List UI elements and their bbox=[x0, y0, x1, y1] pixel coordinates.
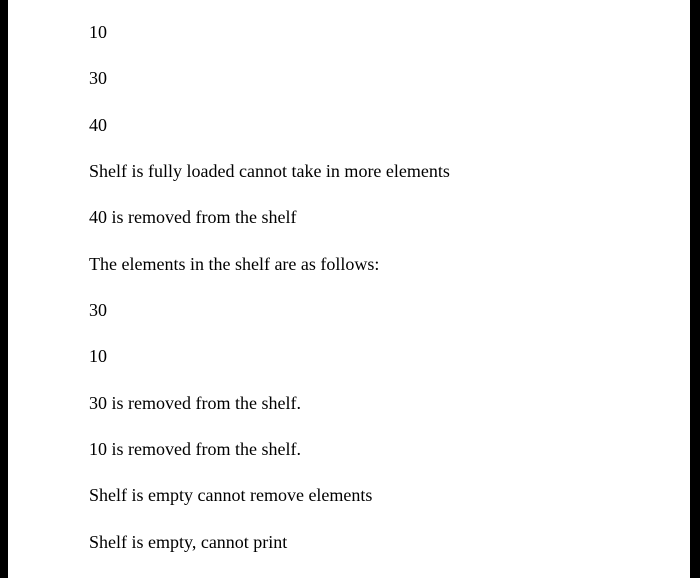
output-line-6: The elements in the shelf are as follows: bbox=[89, 254, 380, 274]
output-line-2: 30 bbox=[89, 68, 107, 88]
output-line-12: Shelf is empty, cannot print bbox=[89, 532, 288, 552]
output-line-3: 40 bbox=[89, 115, 107, 135]
output-line-1: 10 bbox=[89, 22, 107, 42]
output-line-8: 10 bbox=[89, 346, 107, 366]
output-line-10: 10 is removed from the shelf. bbox=[89, 439, 301, 459]
output-line-11: Shelf is empty cannot remove elements bbox=[89, 485, 373, 505]
output-line-9: 30 is removed from the shelf. bbox=[89, 393, 301, 413]
document-page bbox=[8, 0, 690, 578]
output-line-5: 40 is removed from the shelf bbox=[89, 207, 297, 227]
output-line-7: 30 bbox=[89, 300, 107, 320]
output-line-4: Shelf is fully loaded cannot take in more elements bbox=[89, 161, 450, 181]
